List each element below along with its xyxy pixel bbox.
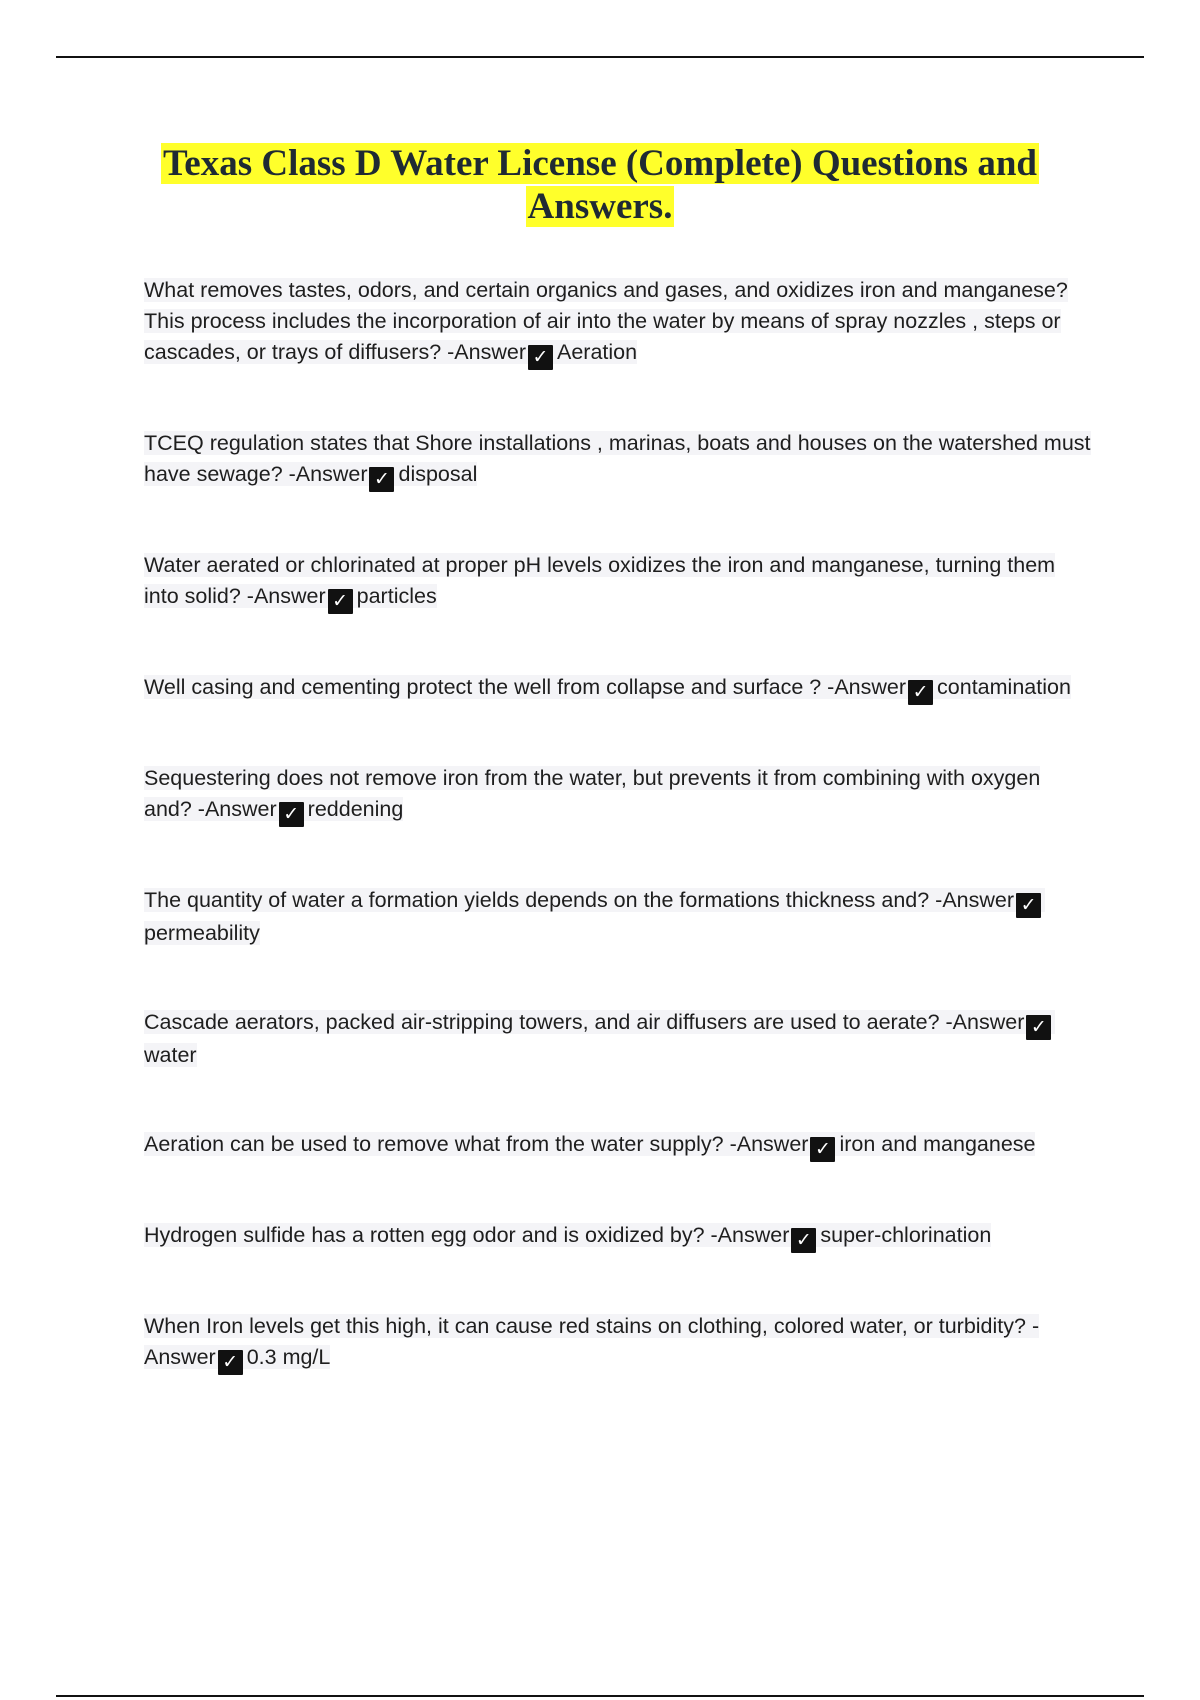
answer-text: super-chlorination: [820, 1223, 992, 1247]
checkmark-icon: ✓: [528, 345, 553, 370]
qa-item: [144, 763, 1094, 827]
title-block: [120, 142, 1080, 228]
question-text: Sequestering does not remove iron from the water, but prevents it from combining with oxygen and? -Answer: [144, 766, 1041, 821]
qa-list: [144, 275, 1094, 1375]
checkmark-icon: ✓: [1016, 893, 1041, 918]
question-text: Aeration can be used to remove what from the water supply? -Answer: [144, 1132, 809, 1156]
question-text: Hydrogen sulfide has a rotten egg odor and is oxidized by? -Answer: [144, 1223, 790, 1247]
question-text: TCEQ regulation states that Shore installations , marinas, boats and houses on the watershed must have sewage? -Answer: [144, 431, 1091, 486]
question-text: What removes tastes, odors, and certain organics and gases, and oxidizes iron and manganese? This process includes the incorporation of air into the water by means of spray nozzles , steps or cascades, or trays of diffusers? -Answer: [144, 278, 1068, 364]
checkmark-icon: ✓: [1026, 1015, 1051, 1040]
checkmark-icon: ✓: [218, 1350, 243, 1375]
question-text: When Iron levels get this high, it can cause red stains on clothing, colored water, or turbidity? -Answer: [144, 1314, 1040, 1369]
checkmark-icon: ✓: [369, 467, 394, 492]
answer-text: water: [144, 1043, 197, 1067]
qa-item: [144, 672, 1094, 705]
answer-text: permeability: [144, 921, 260, 945]
qa-item: [144, 275, 1094, 370]
checkmark-icon: ✓: [810, 1137, 835, 1162]
answer-text: contamination: [937, 675, 1071, 699]
answer-text: Aeration: [556, 340, 638, 364]
question-text: Cascade aerators, packed air-stripping towers, and air diffusers are used to aerate? -Answer: [144, 1010, 1025, 1034]
checkmark-icon: ✓: [279, 802, 304, 827]
qa-item: [144, 885, 1094, 949]
checkmark-icon: ✓: [328, 589, 353, 614]
question-text: Water aerated or chlorinated at proper pH levels oxidizes the iron and manganese, turning them into solid? -Answer: [144, 553, 1056, 608]
question-text: Well casing and cementing protect the well from collapse and surface ? -Answer: [144, 675, 907, 699]
bottom-rule: [56, 1695, 1144, 1697]
answer-text: iron and manganese: [839, 1132, 1036, 1156]
answer-text: particles: [356, 584, 437, 608]
top-rule: [56, 56, 1144, 58]
question-text: The quantity of water a formation yields depends on the formations thickness and? -Answer: [144, 888, 1015, 912]
qa-item: [144, 1220, 1094, 1253]
answer-text: 0.3 mg/L: [246, 1345, 331, 1369]
qa-item: [144, 1007, 1094, 1071]
document-title: Texas Class D Water License (Complete) Questions and Answers.: [163, 143, 1037, 227]
answer-text: disposal: [398, 462, 478, 486]
qa-item: [144, 1129, 1094, 1162]
qa-item: [144, 550, 1094, 614]
checkmark-icon: ✓: [908, 680, 933, 705]
answer-text: reddening: [307, 797, 404, 821]
qa-item: [144, 428, 1094, 492]
checkmark-icon: ✓: [791, 1228, 816, 1253]
qa-item: [144, 1311, 1094, 1375]
